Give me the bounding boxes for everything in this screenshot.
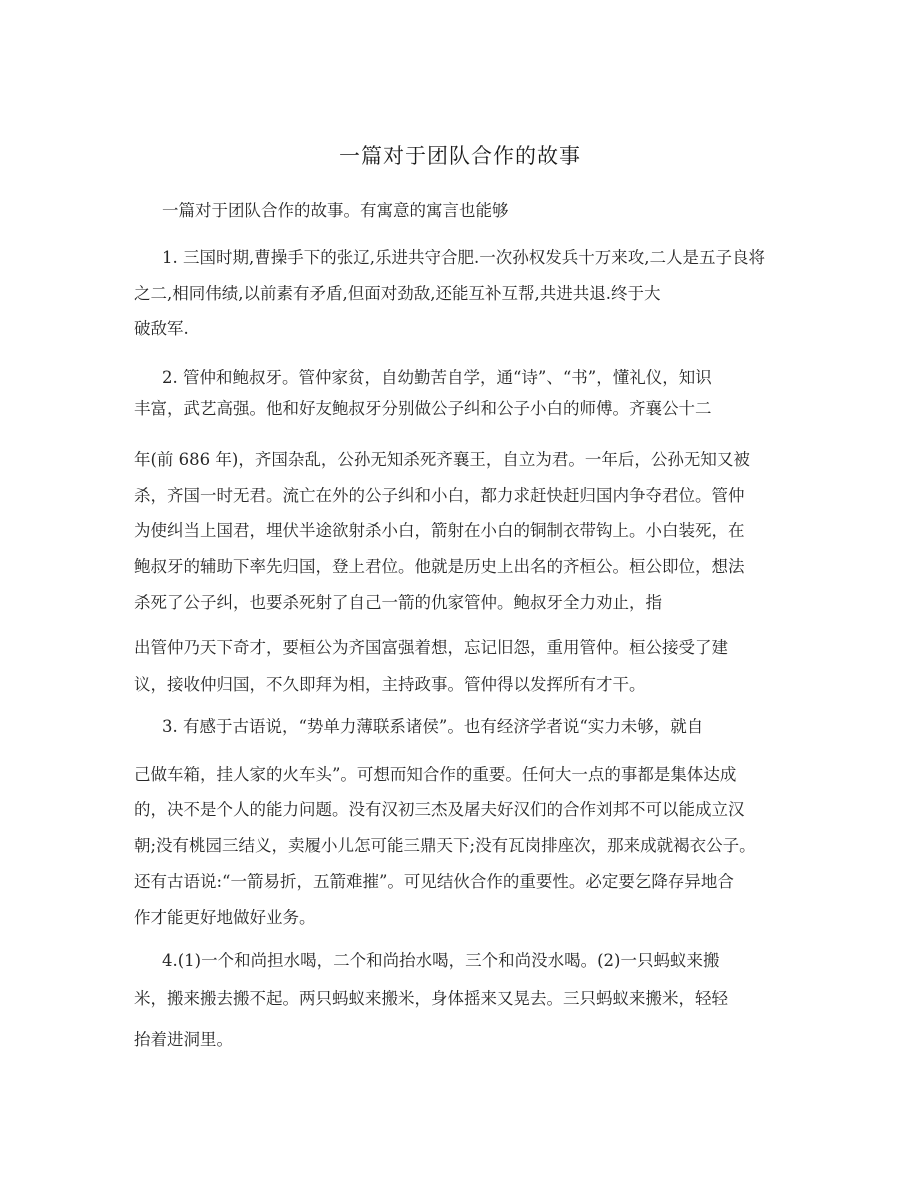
paragraph-2-line-1: 2. 管仲和鲍叔牙。管仲家贫，自幼勤苦自学，通“诗”、“书”，懂礼仪，知识 <box>162 368 712 387</box>
paragraph-4-line-3: 抬着进洞里。 <box>134 1030 233 1049</box>
document-title: 一篇对于团队合作的故事 <box>339 144 581 168</box>
paragraph-2-line-4: 杀，齐国一时无君。流亡在外的公子纠和小白，都力求赶快赶归国内争夺君位。管仲 <box>134 486 745 505</box>
paragraph-3-line-5: 还有古语说:“一箭易折，五箭难摧”。可见结伙合作的重要性。必定要乞降存异地合 <box>134 872 734 891</box>
paragraph-1-line-1: 1. 三国时期,曹操手下的张辽,乐进共守合肥.一次孙权发兵十万来攻,二人是五子良将 <box>162 248 765 267</box>
paragraph-4-line-1: 4.(1)一个和尚担水喝，二个和尚抬水喝，三个和尚没水喝。(2)一只蚂蚁来搬 <box>162 951 720 970</box>
intro-line: 一篇对于团队合作的故事。有寓意的寓言也能够 <box>162 201 509 220</box>
paragraph-1-line-3: 破敌军. <box>134 319 189 338</box>
paragraph-3-line-6: 作才能更好地做好业务。 <box>134 908 316 927</box>
paragraph-3-line-2: 己做车箱，挂人家的火车头”。可想而知合作的重要。任何大一点的事都是集体达成 <box>134 765 737 784</box>
paragraph-4-line-2: 米，搬来搬去搬不起。两只蚂蚁来搬米，身体摇来又晃去。三只蚂蚁来搬米，轻轻 <box>134 989 728 1008</box>
paragraph-3-line-1: 3. 有感于古语说，“势单力薄联系诸侯”。也有经济学者说“实力未够，就自 <box>162 717 704 736</box>
paragraph-2-line-7: 杀死了公子纠，也要杀死射了自己一箭的仇家管仲。鲍叔牙全力劝止，指 <box>134 593 662 612</box>
paragraph-2-line-3: 年(前 686 年)，齐国杂乱，公孙无知杀死齐襄王，自立为君。一年后，公孙无知又被 <box>134 450 750 469</box>
paragraph-2-line-9: 议，接收仲归国，不久即拜为相，主持政事。管仲得以发挥所有才干。 <box>134 675 646 694</box>
paragraph-2-line-2: 丰富，武艺高强。他和好友鲍叔牙分别做公子纠和公子小白的师傅。齐襄公十二 <box>134 399 712 418</box>
paragraph-1-line-2: 之二,相同伟绩,以前素有矛盾,但面对劲敌,还能互补互帮,共进共退.终于大 <box>134 284 661 303</box>
paragraph-2-line-8: 出管仲乃天下奇才，要桓公为齐国富强着想，忘记旧怨，重用管仲。桓公接受了建 <box>134 638 728 657</box>
paragraph-2-line-5: 为使纠当上国君，埋伏半途欲射杀小白，箭射在小白的铜制衣带钩上。小白装死，在 <box>134 521 745 540</box>
paragraph-3-line-3: 的，决不是个人的能力问题。没有汉初三杰及屠夫好汉们的合作刘邦不可以能成立汉 <box>134 800 745 819</box>
paragraph-3-line-4: 朝;没有桃园三结义，卖履小儿怎可能三鼎天下;没有瓦岗排座次，那来成就褐衣公子。 <box>134 836 756 855</box>
paragraph-2-line-6: 鲍叔牙的辅助下率先归国，登上君位。他就是历史上出名的齐桓公。桓公即位，想法 <box>134 557 745 576</box>
